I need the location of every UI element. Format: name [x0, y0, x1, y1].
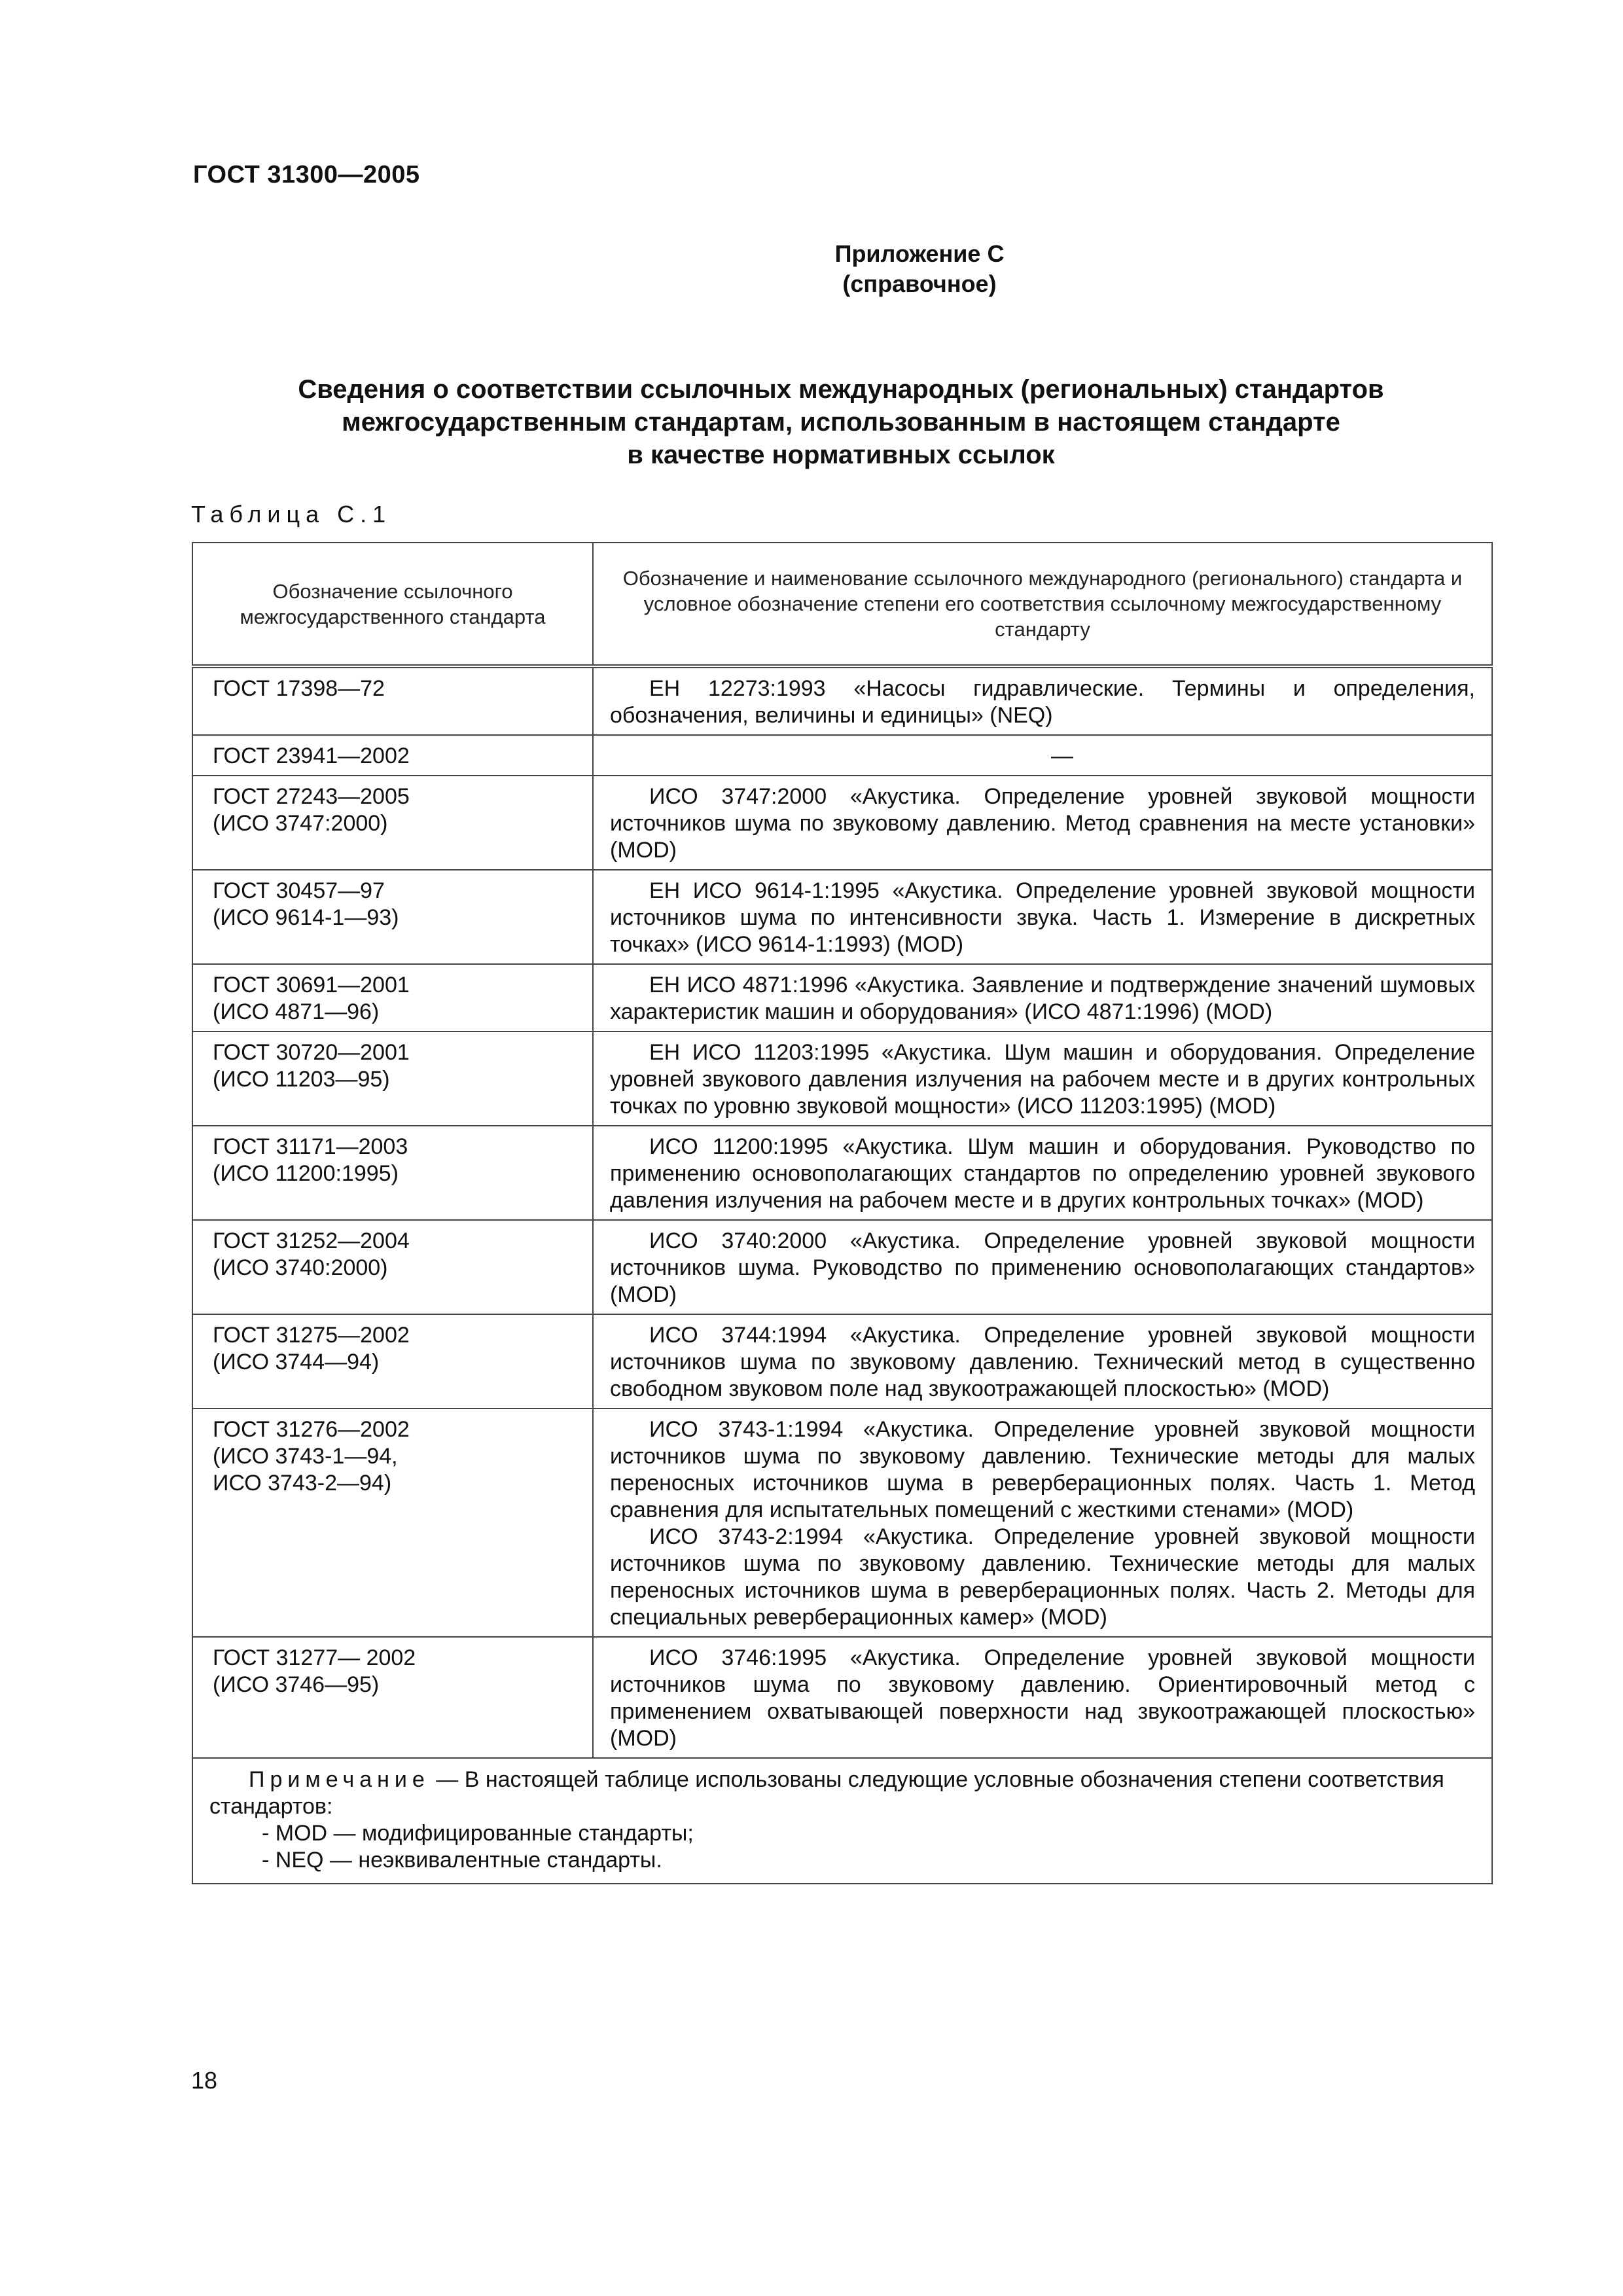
standard-description: ИСО 11200:1995 «Акустика. Шум машин и оборудования. Руководство по применению основополагающих стандартов по определению уровней звукового давления излучения на рабочем месте и в других контрольных точках» (MOD) [610, 1134, 1475, 1213]
standard-designation: ГОСТ 31277— 2002 [213, 1645, 416, 1670]
interstate-standard-cell [192, 1126, 593, 1220]
standard-designation: (ИСО 4871—96) [213, 999, 380, 1024]
standard-description: ИСО 3740:2000 «Акустика. Определение уровней звуковой мощности источников шума. Руководство по применению основополагающих стандартов» (MOD) [610, 1229, 1475, 1307]
interstate-standard-cell [192, 1314, 593, 1408]
international-standard-cell [593, 1314, 1492, 1408]
international-standard-cell [593, 1126, 1492, 1220]
standard-description: ИСО 3746:1995 «Акустика. Определение уровней звуковой мощности источников шума по звуковому давлению. Ориентировочный метод с применением охватывающей поверхности над звукоотражающей плоскостью» (MOD) [610, 1645, 1475, 1751]
appendix-title: Приложение С [834, 240, 1005, 267]
table-row [192, 1220, 1492, 1314]
table-body [192, 543, 1492, 1884]
standard-designation: (ИСО 3740:2000) [213, 1255, 388, 1280]
section-title-line-1: Сведения о соответствии ссылочных международных (региональных) стандартов [298, 375, 1384, 404]
standard-designation: ГОСТ 27243—2005 [213, 784, 410, 809]
section-title-line-2: межгосударственным стандартам, использованным в настоящем стандарте [342, 408, 1340, 437]
appendix-heading [0, 239, 1623, 299]
international-standard-cell [593, 1408, 1492, 1637]
column-header-interstate-standard: Обозначение ссылочного межгосударственного стандарта [192, 543, 593, 666]
page-number: 18 [191, 2067, 218, 2094]
standard-designation: ГОСТ 17398—72 [213, 676, 385, 701]
table-note-row [192, 1758, 1492, 1884]
column-header-international-standard: Обозначение и наименование ссылочного международного (регионального) стандарта и условное обозначение степени его соответствия ссылочному межгосударственному стандарту [593, 543, 1492, 666]
table-row [192, 1031, 1492, 1126]
international-standard-cell [593, 735, 1492, 776]
table-row [192, 666, 1492, 735]
table-row [192, 776, 1492, 870]
interstate-standard-cell [192, 1220, 593, 1314]
note-body: — В настоящей таблице использованы следующие условные обозначения степени соответствия стандартов: [209, 1767, 1444, 1819]
table-row [192, 1314, 1492, 1408]
note-label: Примечание [249, 1767, 430, 1792]
table-row [192, 870, 1492, 964]
international-standard-cell [593, 1220, 1492, 1314]
standard-designation: ГОСТ 31276—2002 [213, 1417, 410, 1442]
standard-description: ИСО 3744:1994 «Акустика. Определение уровней звуковой мощности источников шума по звуковому давлению. Технический метод в существенно свободном звуковом поле над звукоотражающей плоскостью» (MOD) [610, 1323, 1475, 1401]
interstate-standard-cell [192, 1637, 593, 1758]
table-header-row [192, 543, 1492, 666]
interstate-standard-cell [192, 666, 593, 735]
standard-description: ЕН ИСО 11203:1995 «Акустика. Шум машин и оборудования. Определение уровней звукового давления излучения на рабочем месте и в других контрольных точках по уровню звуковой мощности» (ИСО 11203:1995) (MOD) [610, 1040, 1475, 1119]
section-title [190, 373, 1492, 471]
standard-designation: ГОСТ 23941—2002 [213, 744, 410, 768]
standard-designation: ГОСТ 30691—2001 [213, 973, 410, 997]
table-label: Таблица С.1 [191, 501, 392, 528]
standard-designation: (ИСО 3744—94) [213, 1350, 380, 1374]
section-title-line-3: в качестве нормативных ссылок [627, 440, 1055, 469]
appendix-type: (справочное) [842, 270, 997, 297]
standard-designation: (ИСО 11203—95) [213, 1067, 390, 1092]
interstate-standard-cell [192, 870, 593, 964]
note-item: - MOD — модифицированные стандарты; [262, 1821, 694, 1846]
interstate-standard-cell [192, 964, 593, 1031]
standard-designation: ГОСТ 30720—2001 [213, 1040, 410, 1065]
international-standard-cell [593, 870, 1492, 964]
table-row [192, 735, 1492, 776]
standard-designation: (ИСО 11200:1995) [213, 1161, 399, 1186]
table-row [192, 1408, 1492, 1637]
standard-designation: (ИСО 3746—95) [213, 1672, 380, 1697]
international-standard-cell [593, 1637, 1492, 1758]
international-standard-cell [593, 776, 1492, 870]
table-row [192, 1126, 1492, 1220]
interstate-standard-cell [192, 1031, 593, 1126]
table-note [192, 1758, 1492, 1884]
standard-designation: (ИСО 3743-1—94, [213, 1444, 398, 1469]
standard-designation: ГОСТ 30457—97 [213, 878, 385, 903]
international-standard-cell [593, 964, 1492, 1031]
standard-description: — [1051, 744, 1073, 768]
standard-description: ИСО 3743-1:1994 «Акустика. Определение уровней звуковой мощности источников шума по звуковому давлению. Технические методы для малых переносных источников шума в реверберационных полях. Часть 1. Метод сравнения для испытательных помещений с жесткими стенами» (MOD) [610, 1417, 1475, 1522]
standard-description: ЕН ИСО 4871:1996 «Акустика. Заявление и подтверждение значений шумовых характеристик машин и оборудования» (ИСО 4871:1996) (MOD) [610, 973, 1475, 1024]
reference-table [192, 542, 1493, 1884]
table-row [192, 1637, 1492, 1758]
standard-designation: (ИСО 9614-1—93) [213, 905, 399, 930]
international-standard-cell [593, 666, 1492, 735]
standard-description: ИСО 3743-2:1994 «Акустика. Определение уровней звуковой мощности источников шума по звуковому давлению. Технические методы для малых переносных источников шума в реверберационных полях. Часть 2. Методы для специальных реверберационных камер» (MOD) [610, 1524, 1475, 1630]
standard-description: ЕН ИСО 9614-1:1995 «Акустика. Определение уровней звуковой мощности источников шума по интенсивности звука. Часть 1. Измерение в дискретных точках» (ИСО 9614-1:1993) (MOD) [610, 878, 1475, 957]
standard-designation: (ИСО 3747:2000) [213, 811, 388, 836]
international-standard-cell [593, 1031, 1492, 1126]
table-row [192, 964, 1492, 1031]
standard-designation: ИСО 3743-2—94) [213, 1471, 392, 1496]
interstate-standard-cell [192, 1408, 593, 1637]
standard-description: ИСО 3747:2000 «Акустика. Определение уровней звуковой мощности источников шума по звуковому давлению. Метод сравнения на месте установки» (MOD) [610, 784, 1475, 863]
standard-designation: ГОСТ 31252—2004 [213, 1229, 410, 1253]
note-item: - NEQ — неэквивалентные стандарты. [262, 1848, 662, 1873]
standard-designation: ГОСТ 31171—2003 [213, 1134, 408, 1159]
interstate-standard-cell [192, 735, 593, 776]
standard-designation: ГОСТ 31275—2002 [213, 1323, 410, 1348]
document-code: ГОСТ 31300—2005 [193, 161, 420, 188]
interstate-standard-cell [192, 776, 593, 870]
note-text [209, 1767, 1475, 1820]
standard-description: ЕН 12273:1993 «Насосы гидравлические. Термины и определения, обозначения, величины и единицы» (NEQ) [610, 676, 1475, 728]
